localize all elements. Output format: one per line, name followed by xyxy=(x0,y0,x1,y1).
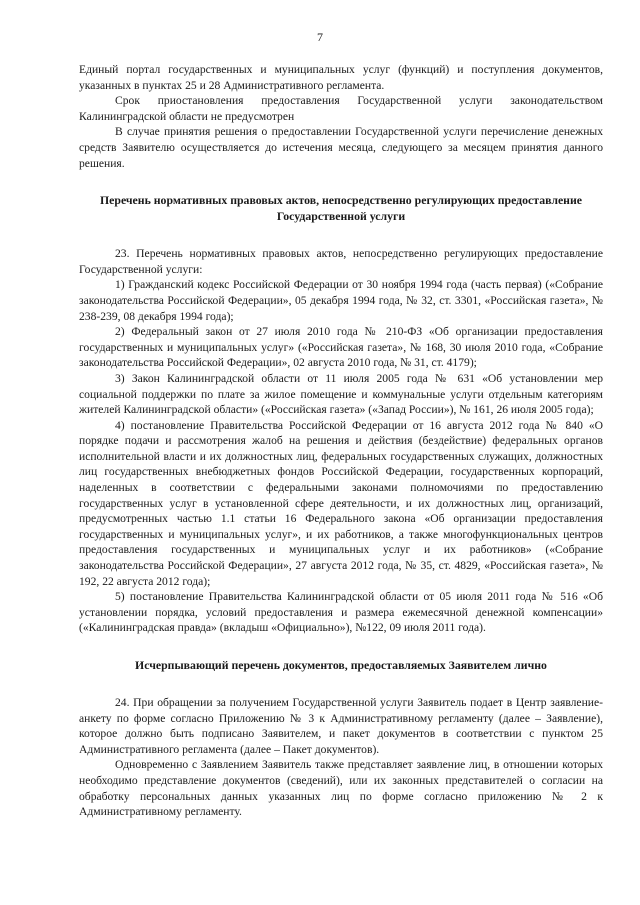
intro-paragraph-3: В случае принятия решения о предоставлении Государственной услуги перечисление денежных средств Заявителю осуществляется до истечения месяца, следующего за месяцем принятия данного решения. xyxy=(79,125,603,170)
legal-act-item-2: 2) Федеральный закон от 27 июля 2010 года № 210-ФЗ «Об организации предоставления государственных и муниципальных услуг» («Российская газета», № 168, 30 июля 2010 года, «Собрание законодательства Российской Федерации», 02 августа 2010 года, № 31, ст. 4179); xyxy=(79,325,603,370)
section-24-paragraph-2: Одновременно с Заявлением Заявитель также представляет заявление лиц, в отношении которых необходимо представление документов (сведений), или их законных представителей о согласии на обработку персональных данных указанных лиц по форме согласно приложению № 2 к Административному регламенту. xyxy=(79,758,603,819)
legal-act-item-5: 5) постановление Правительства Калининградской области от 05 июля 2011 года № 516 «Об установлении порядка, условий предоставления и размера ежемесячной денежной компенсации» («Калининградская правда» (вкладыш «Официально»), №122, 09 июля 2011 года). xyxy=(79,590,603,635)
section-24-paragraph-1: 24. При обращении за получением Государственной услуги Заявитель подает в Центр заявление-анкету по форме согласно Приложению № 3 к Административному регламенту (далее – Заявление), которое должно быть подписано Заявителем, и пакет документов в соответствии с пунктом 25 Административного регламента (далее – Пакет документов). xyxy=(79,696,603,756)
intro-paragraph-2: Срок приостановления предоставления Государственной услуги законодательством Калининградской области не предусмотрен xyxy=(79,94,603,123)
intro-paragraph-1: Единый портал государственных и муниципальных услуг (функций) и поступления документов, указанных в пунктах 25 и 28 Административного регламента. xyxy=(79,63,603,92)
page-number: 7 xyxy=(317,30,323,44)
legal-act-item-3: 3) Закон Калининградской области от 11 июля 2005 года № 631 «Об установлении мер социальной поддержки по плате за жилое помещение и коммунальные услуги отдельным категориям жителей Калининградской области» («Российская газета» («Запад России»), № 161, 26 июля 2005 года); xyxy=(79,371,603,417)
section-heading-legal-acts: Перечень нормативных правовых актов, непосредственно регулирующих предоставление Государственной услуги xyxy=(99,193,583,224)
section-23-lead: 23. Перечень нормативных правовых актов, непосредственно регулирующих предоставление Государственной услуги: xyxy=(79,247,603,276)
legal-act-item-4: 4) постановление Правительства Российской Федерации от 16 августа 2012 года № 840 «О порядке подачи и рассмотрения жалоб на решения и действия (бездействие) федеральных органов исполнительной власти и их должностных лиц, федеральных государственных служащих, должностных лиц государственных внебюджетных фондов Российской Федерации, государственных корпораций, наделенных в соответствии с федеральными законами полномочиями по предоставлению государственных услуг в установленной сфере деятельности, и их должностных лиц, организаций, предусмотренных частью 1.1 статьи 16 Федерального закона «Об организации предоставления государственных и муниципальных услуг», и их работников, а также многофункциональных центров предоставления государственных и муниципальных услуг и их работников» («Собрание законодательства Российской Федерации», 27 августа 2012 года, № 35, ст. 4829, «Российская газета», № 192, 22 августа 2012 года); xyxy=(79,418,603,588)
document-body xyxy=(79,62,603,820)
section-heading-documents: Исчерпывающий перечень документов, предоставляемых Заявителем лично xyxy=(135,658,547,672)
legal-act-item-1: 1) Гражданский кодекс Российской Федерации от 30 ноября 1994 года (часть первая) («Собрание законодательства Российской Федерации», 05 декабря 1994 года, № 32, ст. 3301, «Российская газета», № 238-239, 08 декабря 1994 года); xyxy=(79,278,603,323)
